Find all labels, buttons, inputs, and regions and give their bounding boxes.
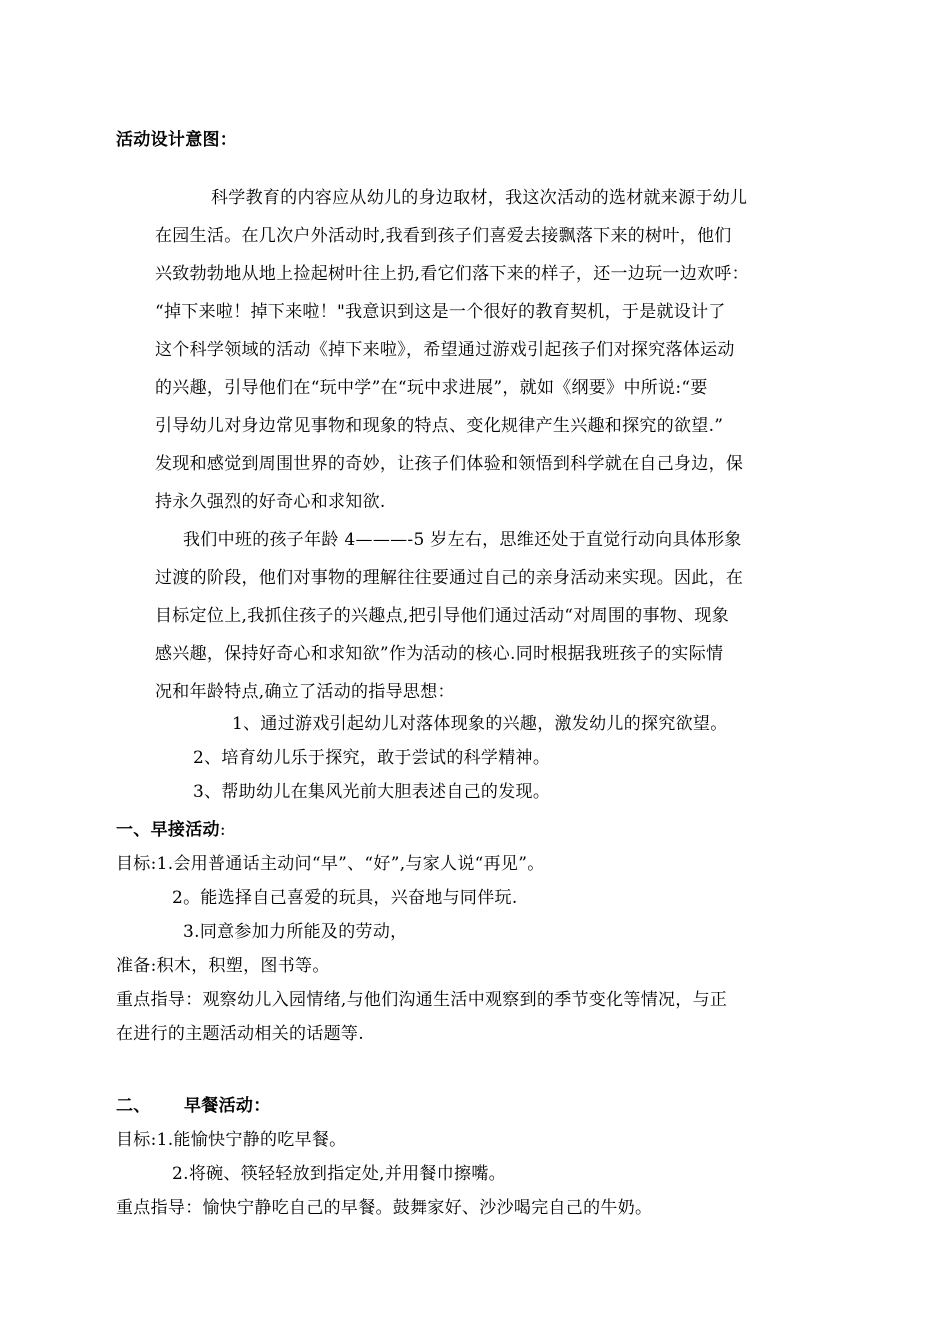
paragraph2-line: 我们中班的孩子年龄 4———-5 岁左右，思维还处于直觉行动向具体形象 (183, 530, 742, 550)
paragraph1-line: 兴致勃勃地从地上捡起树叶往上扔,看它们落下来的样子，还一边玩一边欢呼： (155, 264, 749, 284)
guideline-item: 3、帮助幼儿在集风光前大胆表述自己的发现。 (193, 782, 551, 802)
paragraph2-line: 感兴趣，保持好奇心和求知欲”作为活动的核心.同时根据我班孩子的实际情 (155, 644, 724, 664)
paragraph1-line: 发现和感觉到周围世界的奇妙，让孩子们体验和领悟到科学就在自己身边，保 (155, 454, 744, 474)
section1-guide: 重点指导：观察幼儿入园情绪,与他们沟通生活中观察到的季节变化等情况，与正 (116, 990, 728, 1010)
paragraph1-line: 的兴趣，引导他们在“玩中学”在“玩中求进展”，就如《纲要》中所说:“要 (155, 378, 708, 398)
paragraph1-line: “掉下来啦！掉下来啦！"我意识到这是一个很好的教育契机，于是就设计了 (155, 302, 726, 322)
section1-heading: 一、早接活动 (116, 820, 220, 840)
paragraph2-line: 况和年龄特点,确立了活动的指导思想： (155, 682, 455, 702)
paragraph1-line: 引导幼儿对身边常见事物和现象的特点、变化规律产生兴趣和探究的欲望.” (155, 416, 724, 436)
section1-prep: 准备:积木，积塑，图书等。 (116, 956, 330, 976)
section2-goal: 目标:1.能愉快宁静的吃早餐。 (116, 1130, 347, 1150)
section2-heading: 早餐活动： (184, 1096, 271, 1116)
section2-goal: 2.将碗、筷轻轻放到指定处,并用餐巾擦嘴。 (172, 1164, 506, 1184)
section2-guide: 重点指导：愉快宁静吃自己的早餐。鼓舞家好、沙沙喝完自己的牛奶。 (116, 1198, 653, 1218)
section1-goal: 目标:1.会用普通话主动问“早”、“好”,与家人说“再见”。 (116, 854, 545, 874)
section1-heading-row (116, 818, 226, 842)
paragraph1-line: 持永久强烈的好奇心和求知欲. (155, 492, 386, 512)
paragraph1-line: 这个科学领域的活动《掉下来啦》，希望通过游戏引起孩子们对探究落体运动 (155, 340, 735, 360)
design-intent-heading: 活动设计意图： (116, 130, 238, 150)
paragraph2-line: 目标定位上,我抓住孩子的兴趣点,把引导他们通过活动“对周围的事物、现象 (155, 606, 729, 626)
section1-goal: 2。能选择自己喜爱的玩具，兴奋地与同伴玩. (172, 888, 518, 908)
paragraph1-line: 科学教育的内容应从幼儿的身边取材，我这次活动的选材就来源于幼儿 (211, 188, 748, 208)
paragraph1-line: 在园生活。在几次户外活动时,我看到孩子们喜爱去接飘落下来的树叶，他们 (155, 226, 732, 246)
section2-number: 二、 (116, 1096, 151, 1116)
guideline-item: 1、通过游戏引起幼儿对落体现象的兴趣，激发幼儿的探究欲望。 (232, 714, 728, 734)
section1-heading-suffix: : (219, 820, 226, 840)
section1-goal: 3.同意参加力所能及的劳动， (183, 922, 408, 942)
section1-guide: 在进行的主题活动相关的话题等. (116, 1024, 364, 1044)
paragraph2-line: 过渡的阶段，他们对事物的理解往往要通过自己的亲身活动来实现。因此，在 (155, 568, 744, 588)
guideline-item: 2、培育幼儿乐于探究，敢于尝试的科学精神。 (193, 748, 551, 768)
